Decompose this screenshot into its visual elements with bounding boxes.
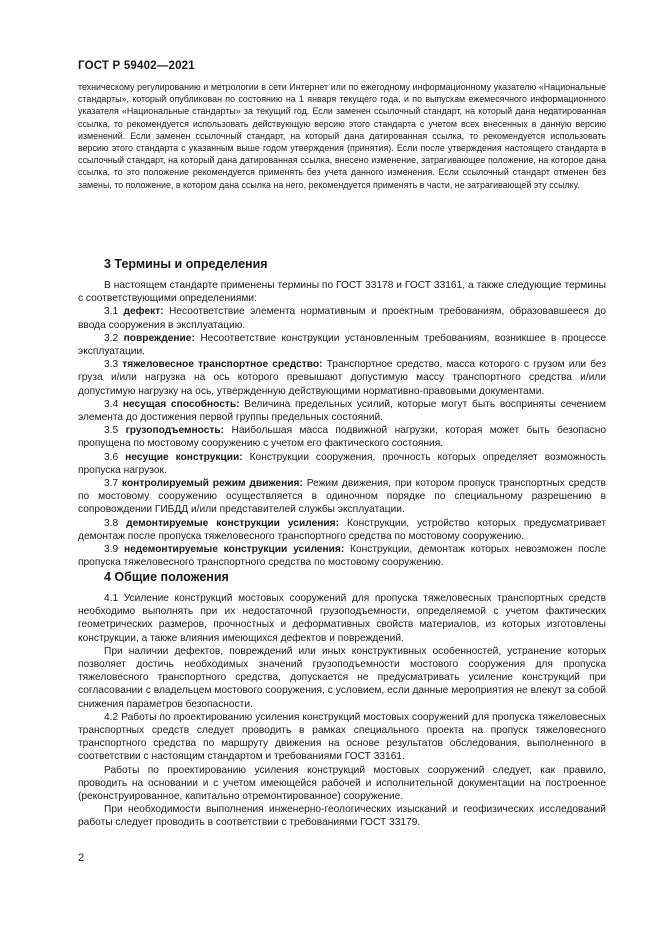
section-4-paragraph: 4.1 Усиление конструкций мостовых сооружений для пропуска тяжеловесных транспортных средств необходимо выполнять при их недостаточной грузоподъемности, определяемой с учетом фактических геометрических размеров, прочностных и деформативных свойств материалов, из которых изготовлены конструкции, а также влияния имеющихся дефектов и повреждений. [78,593,606,644]
section-3-lead: В настоящем стандарте применены термины по ГОСТ 33178 и ГОСТ 33161, а также следующие термины с соответствующими определениями: [78,280,606,305]
term-definition [78,358,606,398]
term-number: 3.2 [104,332,124,344]
term-definition [78,451,606,477]
term-number: 3.9 [104,544,124,556]
section-3-title: 3 Термины и определения [104,257,268,271]
term-name: грузоподъемность: [125,425,225,437]
term-definition [78,305,606,331]
term-name: несущие конструкции: [125,451,243,463]
term-definition [78,477,606,517]
term-text: Конструкции, демонтаж которых невозможен после пропуска тяжеловесного транспортного средства по мостовому сооружению. [78,544,606,569]
term-number: 3.6 [104,451,126,463]
term-text: Режим движения, при котором пропуск транспортных средств по мостовому сооружению осуществляется в одиночном порядке по специальному разрешению в сопровождении ГИБДД и/или представителей службы эксплуатации. [78,478,606,516]
term-definition [78,398,606,424]
term-name: недемонтируемые конструкции усиления: [123,544,345,556]
term-name: дефект: [123,306,164,318]
term-text: Наибольшая масса подвижной нагрузки, которая может быть безопасно пропущена по мостовому сооружению с учетом его фактического состояния. [78,425,606,450]
intro-paragraph: техническому регулированию и метрологии в сети Интернет или по ежегодному информационному указателю «Национальные стандарты», который опубликован по состоянию на 1 января текущего года, и по выпускам ежемесячного информационного указателя «Национальные стандарты» за текущий год. Если заменен ссылочный стандарт, на который дана недатированная ссылка, то рекомендуется использовать действующую версию этого стандарта с учетом всех внесенных в данную версию изменений. Если заменен ссылочный стандарт, на который дана датированная ссылка, то рекомендуется использовать версию этого стандарта с указанным выше годом утверждения (принятия). Если после утверждения настоящего стандарта в ссылочный стандарт, на который дана датированная ссылка, внесено изменение, затрагивающее положение, на которое дана ссылка, то это положение рекомендуется применять без учета данного изменения. Если ссылочный стандарт отменен без замены, то положение, в котором дана ссылка на него, рекомендуется применять в части, не затрагивающей эту ссылку. [78,82,606,190]
term-number: 3.5 [104,425,126,437]
term-name: несущая способность: [122,398,240,410]
term-text: Несоответствие конструкции установленным требованиям, возникшее в процессе эксплуатации. [78,332,606,358]
term-number: 3.1 [104,306,124,318]
section-4-paragraph: Работы по проектированию усиления конструкций мостовых сооружений следует, как правило, проводить на основании и с учетом имеющейся рабочей и исполнительной документации на построенное (реконструированное, капитально отремонтированное) сооружение. [78,764,606,803]
section-4-paragraph: При необходимости выполнения инженерно-геологических изысканий и геофизических исследований работы следует проводить в соответствии с требованиями ГОСТ 33179. [78,804,606,829]
section-4-title: 4 Общие положения [104,570,229,584]
term-number: 3.3 [104,359,123,371]
page-number: 2 [78,852,85,864]
term-definition [78,332,606,358]
term-definition [78,424,606,450]
term-number: 3.4 [104,398,123,410]
term-name: контролируемый режим движения: [122,478,303,490]
section-4-paragraph: 4.2 Работы по проектированию усиления конструкций мостовых сооружений для пропуска тяжеловесных транспортных средств следует проводить в рамках специального проекта на пропуск тяжеловесного транспортного средства по маршруту движения на основе результатов обследования, выполненного в соответствии с настоящим стандартом и требованиями ГОСТ 33161. [78,711,606,763]
section-general [78,570,606,830]
section-4-paragraph: При наличии дефектов, повреждений или иных конструктивных особенностей, устранение которых позволяет достичь необходимых значений грузоподъемности мостового сооружения для пропуска тяжеловесного транспортного средства, допускается не предусматривать усиление конструкций при согласовании с владельцем мостового сооружения, с условием, если данные мероприятия не влекут за собой снижения параметров безопасности. [78,645,606,710]
term-name: демонтируемые конструкции усиления: [126,517,339,529]
term-text: Несоответствие элемента нормативным и проектным требованиям, образовавшееся до ввода сооружения в эксплуатацию. [78,306,606,331]
term-name: тяжеловесное транспортное средство: [122,359,323,371]
term-text: Конструкции, устройство которых предусматривает демонтаж после пропуска тяжеловесного транспортного средства по мостовому сооружению. [78,517,606,542]
term-text: Конструкции сооружения, прочность которых определяет возможность пропуска нагрузок. [78,451,606,476]
term-definition [78,543,606,569]
term-definition [78,517,606,543]
document-code: ГОСТ Р 59402—2021 [78,60,195,72]
term-text: Транспортное средство, масса которого с грузом или без груза и/или нагрузка на ось которого превышают допустимую массу транспортного средства и/или допустимую нагрузку на ось, утвержденную действующими нормативно-правовыми документами. [78,359,606,397]
term-number: 3.8 [104,517,127,529]
section-terms [78,257,606,569]
terms-list [78,305,606,569]
term-name: повреждение: [123,332,195,344]
term-text: Величина предельных усилий, которые могут быть восприняты сечением элемента до достижения первой группы предельных состояний. [78,398,606,424]
term-number: 3.7 [104,478,122,490]
section-4-paragraphs [78,592,606,830]
